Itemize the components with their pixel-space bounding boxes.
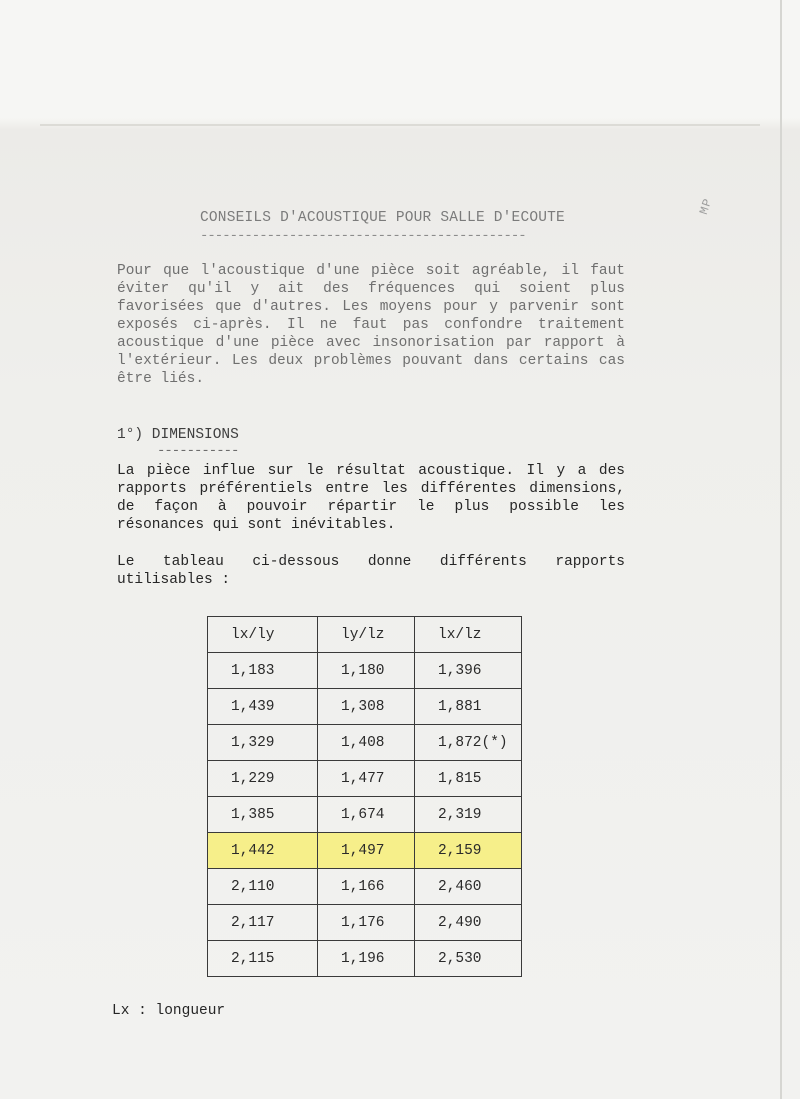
table-cell: 1,308 [318, 689, 415, 725]
table-cell: 2,490 [415, 905, 522, 941]
section-title-dimensions: 1°) DIMENSIONS [117, 427, 239, 443]
table-cell: 1,180 [318, 653, 415, 689]
title-underline: -------------------------------------------- [200, 228, 526, 244]
table-cell: 1,183 [208, 653, 318, 689]
table-cell: 1,881 [415, 689, 522, 725]
table-row [208, 797, 522, 833]
table-cell: 1,674 [318, 797, 415, 833]
table-cell: 1,872(*) [415, 725, 522, 761]
table-cell: 1,815 [415, 761, 522, 797]
table-cell: 1,439 [208, 689, 318, 725]
table-row [208, 653, 522, 689]
table-cell: 2,319 [415, 797, 522, 833]
page-edge-shadow [780, 0, 782, 1099]
table-row [208, 761, 522, 797]
table-row [208, 833, 522, 869]
document-title: CONSEILS D'ACOUSTIQUE POUR SALLE D'ECOUTE [200, 210, 565, 226]
table-header-row [208, 617, 522, 653]
table-cell: 2,159 [415, 833, 522, 869]
table-intro-paragraph: Le tableau ci-dessous donne différents rapports utilisables : [117, 554, 625, 588]
table-cell: 2,110 [208, 869, 318, 905]
table-cell: 1,385 [208, 797, 318, 833]
table-row [208, 905, 522, 941]
table-cell: 1,408 [318, 725, 415, 761]
header-lx-ly: lx/ly [208, 617, 318, 653]
section-underline: ----------- [157, 443, 239, 459]
header-lx-lz: lx/lz [415, 617, 522, 653]
ratio-table [207, 616, 522, 977]
table-row [208, 689, 522, 725]
table-row [208, 941, 522, 977]
photocopy-fold-line [40, 124, 760, 126]
table-cell: 2,530 [415, 941, 522, 977]
table-cell: 1,176 [318, 905, 415, 941]
table-cell: 1,477 [318, 761, 415, 797]
table-cell: 1,229 [208, 761, 318, 797]
table-cell: 2,460 [415, 869, 522, 905]
table-cell: 1,329 [208, 725, 318, 761]
table-row [208, 869, 522, 905]
table-cell: 2,117 [208, 905, 318, 941]
table-cell: 1,497 [318, 833, 415, 869]
table-cell: 1,396 [415, 653, 522, 689]
footer-note: Lx : longueur [112, 1003, 226, 1019]
intro-paragraph: Pour que l'acoustique d'une pièce soit agréable, il faut éviter qu'il y ait des fréquences qui soient plus favorisées que d'autres. Les moyens pour y parvenir sont exposés ci-après. Il ne faut pas confondre traitement acoustique d'une pièce avec insonorisation par rapport à l'extérieur. Les deux problèmes pouvant dans certains cas être liés. [117, 263, 625, 387]
margin-mark: MP [697, 196, 716, 217]
table-cell: 1,442 [208, 833, 318, 869]
dimensions-paragraph: La pièce influe sur le résultat acoustique. Il y a des rapports préférentiels entre les différentes dimensions, de façon à pouvoir répartir le plus possible les résonances qui sont inévitables. [117, 463, 625, 533]
table-cell: 1,166 [318, 869, 415, 905]
header-ly-lz: ly/lz [318, 617, 415, 653]
table-row [208, 725, 522, 761]
table-cell: 2,115 [208, 941, 318, 977]
table-cell: 1,196 [318, 941, 415, 977]
